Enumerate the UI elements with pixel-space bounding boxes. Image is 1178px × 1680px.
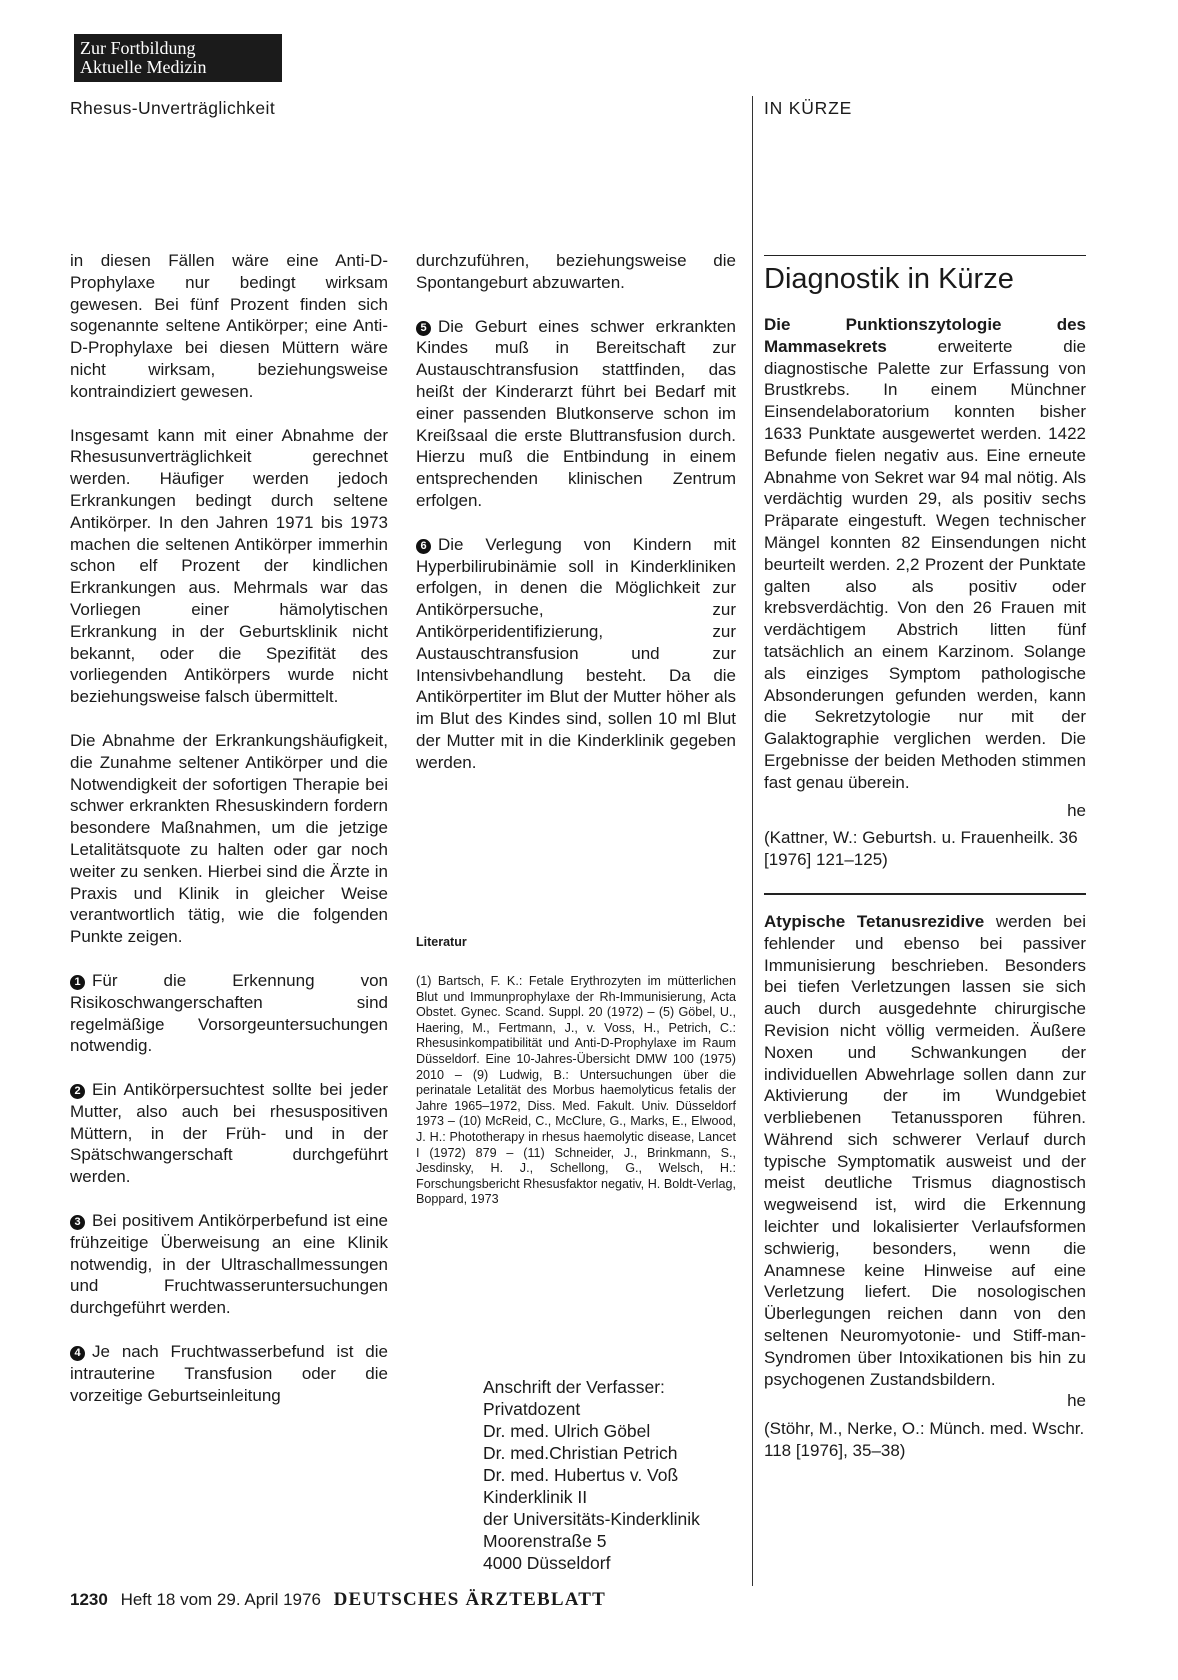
- point-number-icon: 5: [416, 321, 431, 336]
- point-number-icon: 3: [70, 1215, 85, 1230]
- numbered-point: [70, 1079, 388, 1188]
- author-address: [483, 1376, 700, 1574]
- point-number-icon: 4: [70, 1346, 85, 1361]
- article-column-1: [70, 250, 388, 1428]
- heading-rule: [764, 255, 1086, 256]
- numbered-point: [70, 970, 388, 1057]
- category-banner: [74, 34, 282, 82]
- numbered-point: [70, 1210, 388, 1319]
- column-divider: [752, 96, 753, 1586]
- page-footer: [70, 1589, 606, 1611]
- item-lead: Die Punktionszytologie des Mammasekrets: [764, 315, 1086, 356]
- address-line: Moorenstraße 5: [483, 1531, 607, 1551]
- point-text: Je nach Fruchtwasserbefund ist die intrauterine Transfusion oder die vorzeitige Geburtseinleitung: [70, 1342, 388, 1405]
- item-signature: he: [1067, 800, 1086, 820]
- numbered-point: [70, 1341, 388, 1406]
- point-text: Ein Antikörpersuchtest sollte bei jeder Mutter, also auch bei rhesuspositiven Müttern, in der Früh- und in der Spätschwangerschaft durchgeführt werden.: [70, 1080, 388, 1187]
- literature-heading: Literatur: [416, 935, 467, 949]
- paragraph: Insgesamt kann mit einer Abnahme der Rhesusunverträglichkeit gerechnet werden. Häufiger werden jedoch Erkrankungen bedingt durch seltene Antikörper. In den Jahren 1971 bis 1973 machen die seltenen Antikörper immerhin schon elf Prozent der kindlichen Erkrankungen aus. Mehrmals war das Vorliegen einer hämolytischen Erkrankung in der Geburtsklinik nicht bekannt, oder die Spezifität des vorliegenden Antikörpers wurde nicht beziehungsweise falsch übermittelt.: [70, 425, 388, 707]
- item-citation: (Kattner, W.: Geburtsh. u. Frauenheilk. 36 [1976] 121–125): [764, 828, 1078, 870]
- point-text: Die Geburt eines schwer erkrankten Kindes muß in Bereitschaft zur Austauschtransfusion stattfinden, das heißt der Kinderarzt führt bei Bedarf mit einer passenden Blutkonserve schon im Kreißsaal die erste Bluttransfusion durch. Hierzu muß die Entbindung in einem entsprechenden klinischen Zentrum erfolgen.: [416, 316, 736, 510]
- item-body: erweiterte die diagnostische Palette zur Erfassung von Brustkrebs. In einem Münchner Einsendelaboratorium konnten bisher 1633 Punktate ausgewertet werden. 1422 Befunde fielen negativ aus. Eine erneute Abnahme von Sekret war 94 mal nötig. Als verdächtig wurden 29, als positiv sechs Präparate eingestuft. Wegen technischer Mängel konnten 82 Einsendungen nicht beurteilt werden. 2,2 Prozent der Punktate galten also als positiv oder krebsverdächtig. Von den 26 Frauen mit verdächtigem Abstrich litten fünf tatsächlich an einem Karzinom. Solange als einziges Symptom pathologische Absonderungen gefunden werden, kann die Sekretzytologie nur mit der Galaktographie verglichen werden. Die Ergebnisse der beiden Methoden stimmen fast genau überein.: [764, 336, 1086, 792]
- box-heading: IN KÜRZE: [764, 98, 853, 118]
- journal-name: DEUTSCHES ÄRZTEBLATT: [333, 1589, 606, 1610]
- literature-list: (1) Bartsch, F. K.: Fetale Erythrozyten im mütterlichen Blut und Immunprophylaxe der Rh-Immunisierung, Acta Obstet. Gynec. Scand. Suppl. 20 (1972) – (5) Göbel, U., Haering, M., Fertmann, J., v. Voss, H., Petrich, C.: Rhesusinkompatibilität und Anti-D-Prophylaxe im Raum Düsseldorf. Eine 10-Jahres-Übersicht DMW 100 (1975) 2010 – (9) Ludwig, B.: Untersuchungen über die perinatale Letalität des Morbus haemolyticus fetalis der Jahre 1965–1972, Diss. Med. Fakult. Univ. Düsseldorf 1973 – (10) McReid, C., McClure, G., Marks, E., Elwood, J. H.: Phototherapy in rhesus haemolytic disease, Lancet I (1972) 879 – (11) Schneider, J., Brinkmann, S., Jesdinsky, H. J., Schellong, G., Welsch, H.: Forschungsbericht Rhesusfaktor negativ, H. Boldt-Verlag, Boppard, 1973: [416, 974, 736, 1207]
- item-separator: [764, 893, 1086, 895]
- numbered-point: [416, 316, 736, 512]
- sidebar-item: [764, 911, 1086, 1391]
- point-text: Für die Erkennung von Risikoschwangerschaften sind regelmäßige Vorsorgeuntersuchungen notwendig.: [70, 970, 388, 1056]
- item-signature: he: [1067, 1391, 1086, 1411]
- address-line: 4000 Düsseldorf: [483, 1553, 611, 1573]
- address-line: Dr. med.Christian Petrich: [483, 1443, 678, 1463]
- section-title: Rhesus-Unverträglichkeit: [70, 98, 276, 118]
- item-citation: (Stöhr, M., Nerke, O.: Münch. med. Wschr. 118 [1976], 35–38): [764, 1419, 1085, 1461]
- item-lead: Atypische Tetanusrezidive: [764, 911, 985, 931]
- point-number-icon: 1: [70, 975, 85, 990]
- point-number-icon: 6: [416, 539, 431, 554]
- paragraph: in diesen Fällen wäre eine Anti-D-Prophylaxe nur bedingt wirksam gewesen. Bei fünf Prozent finden sich sogenannte seltene Antikörper; eine Anti-D-Prophylaxe bei diesen Müttern wäre nicht wirksam, beziehungsweise kontraindiziert gewesen.: [70, 251, 388, 401]
- sidebar-column: [764, 255, 1086, 1484]
- point-text: Bei positivem Antikörperbefund ist eine frühzeitige Überweisung an eine Klinik notwendig, in der Ultraschallmessungen und Fruchtwasseruntersuchungen durchgeführt werden.: [70, 1211, 388, 1318]
- issue-info: Heft 18 vom 29. April 1976: [120, 1590, 321, 1609]
- item-body: werden bei fehlender und ebenso bei passiver Immunisierung beschrieben. Besonders bei tiefen Verletzungen lassen sie sich auch durch ausgedehnte chirurgische Revision nicht völlig vermeiden. Äußere Noxen und Schwankungen der individuellen Abwehrlage sollen dann zur Aktivierung der im Wundgebiet verbliebenen Tetanussporen führen. Während sich schwerer Verlauf durch typische Symptomatik ausweist und der meist deutliche Trismus diagnostisch wegweisend ist, wird die Erkennung leichter und lokalisierter Verlaufsformen schwierig, besonders, wenn die Anamnese keine Hinweise auf eine Verletzung liefert. Die nosologischen Überlegungen reichen dann von den seltenen Neuromyotonie- und Stiff-man-Syndromen über Intoxikationen bis hin zu psychogenen Zustandsbildern.: [764, 911, 1086, 1389]
- paragraph: durchzuführen, beziehungsweise die Spontangeburt abzuwarten.: [416, 251, 736, 292]
- banner-line-2: Aktuelle Medizin: [80, 57, 207, 77]
- sidebar-item: [764, 314, 1086, 794]
- point-number-icon: 2: [70, 1084, 85, 1099]
- address-line: Dr. med. Ulrich Göbel: [483, 1421, 651, 1441]
- address-line: Kinderklinik II: [483, 1487, 588, 1507]
- address-line: Privatdozent: [483, 1399, 581, 1419]
- paragraph: Die Abnahme der Erkrankungshäufigkeit, die Zunahme seltener Antikörper und die Notwendigkeit der sofortigen Therapie bei schwer erkrankten Rhesuskindern fordern besondere Maßnahmen, um die jetzige Letalitätsquote zu halten oder gar noch weiter zu senken. Hierbei sind die Ärzte in Praxis und Klinik in gleicher Weise verantwortlich tätig, wie die folgenden Punkte zeigen.: [70, 730, 388, 947]
- point-text: Die Verlegung von Kindern mit Hyperbilirubinämie soll in Kinderkliniken erfolgen, in denen die Möglichkeit zur Antikörpersuche, zur Antikörperidentifizierung, zur Austauschtransfusion und zur Intensivbehandlung besteht. Da die Antikörpertiter im Blut der Mutter höher als im Blut des Kindes sind, sollen 10 ml Blut der Mutter mit in die Kinderklinik gegeben werden.: [416, 534, 736, 772]
- address-line: der Universitäts-Kinderklinik: [483, 1509, 700, 1529]
- address-line: Dr. med. Hubertus v. Voß: [483, 1465, 679, 1485]
- numbered-point: [416, 534, 736, 774]
- banner-line-1: Zur Fortbildung: [80, 38, 196, 58]
- article-column-2: [416, 250, 736, 796]
- address-line: Anschrift der Verfasser:: [483, 1377, 665, 1397]
- page-number: 1230: [70, 1590, 108, 1609]
- sidebar-title: Diagnostik in Kürze: [764, 263, 1014, 295]
